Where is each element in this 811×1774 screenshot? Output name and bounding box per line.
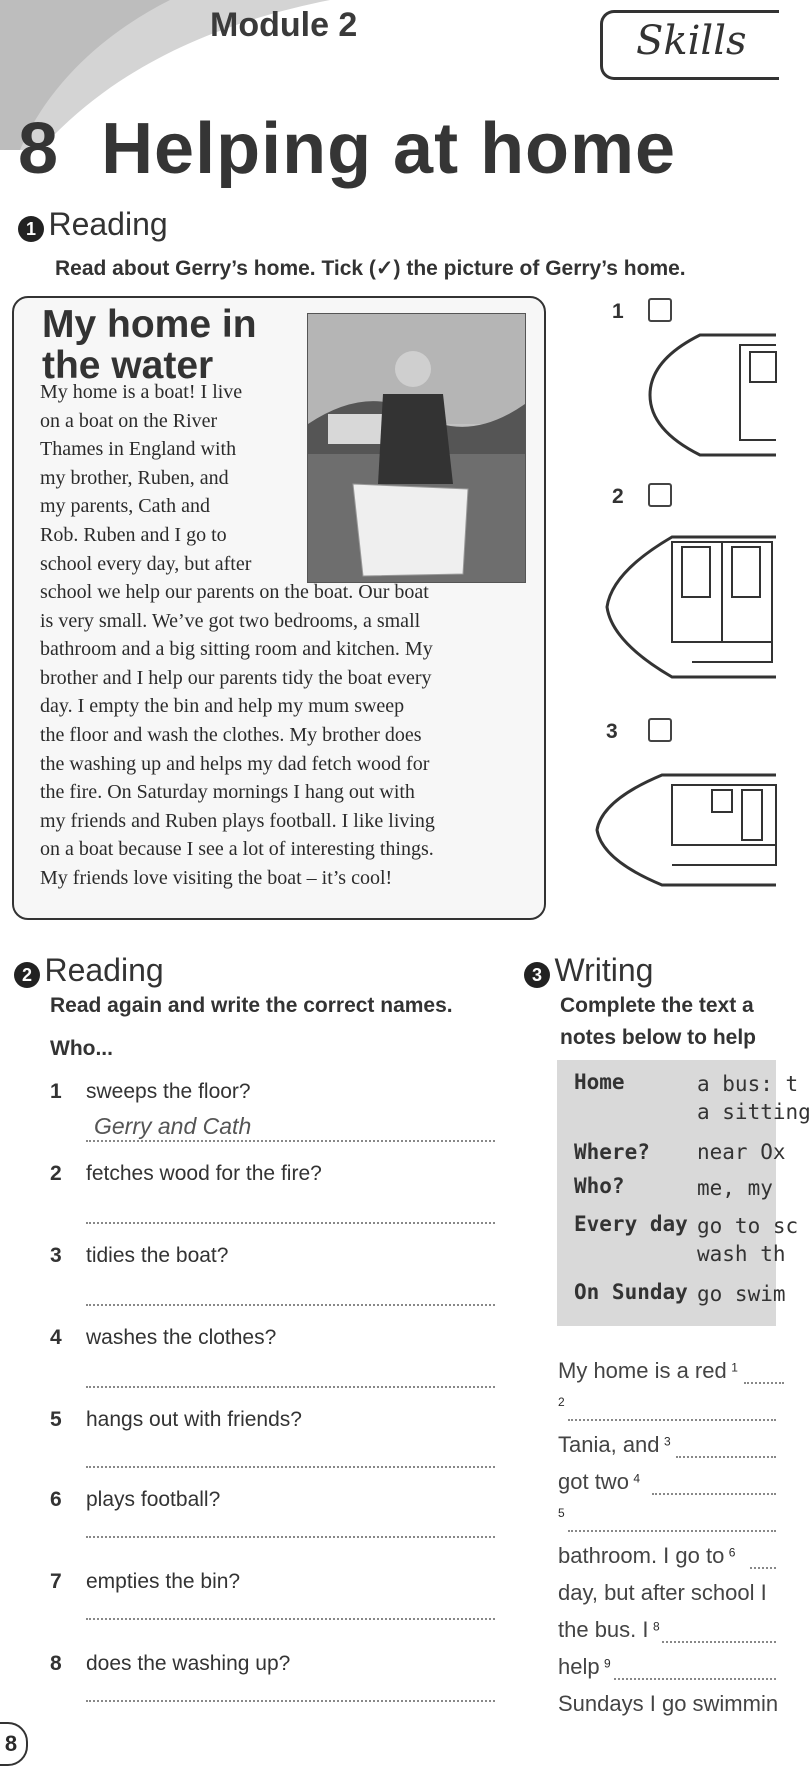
reading-title (42, 304, 257, 386)
section-2-heading (14, 952, 164, 989)
writing-gap-text (558, 1358, 779, 1728)
text-line: my parents, Cath and (40, 495, 210, 518)
option-label-3: 3 (606, 720, 618, 743)
section-2-who: Who... (50, 1037, 113, 1060)
gap-text: the bus. I (558, 1617, 649, 1642)
answer-line[interactable] (86, 1386, 495, 1388)
gap-text: day, but after school I (558, 1580, 767, 1605)
boat-plan-1 (640, 330, 776, 460)
question-item (50, 1162, 495, 1244)
gap-line (558, 1432, 776, 1469)
gap-blank[interactable] (568, 1530, 776, 1532)
section-2-title: Reading (44, 952, 164, 988)
question-text: tidies the boat? (86, 1244, 229, 1267)
note-value: a bus: t (697, 1072, 799, 1096)
gap-blank[interactable] (568, 1419, 776, 1421)
question-text: empties the bin? (86, 1570, 241, 1593)
tick-box-3[interactable] (648, 718, 672, 742)
note-key: Home (574, 1070, 625, 1094)
questions-list (50, 1080, 495, 1734)
question-item (50, 1488, 495, 1570)
section-1-heading (18, 206, 168, 243)
text-line: brother and I help our parents tidy the boat every (40, 666, 432, 689)
question-number: 5 (50, 1408, 62, 1431)
gap-number: 6 (728, 1545, 736, 1560)
section-3-instruction-2: notes below to help (560, 1026, 757, 1049)
note-key: On Sunday (574, 1280, 688, 1304)
question-text: washes the clothes? (86, 1326, 277, 1349)
text-line: My friends love visiting the boat – it’s cool! (40, 866, 393, 889)
section-2-number: 2 (14, 962, 40, 988)
note-value: near Ox (697, 1140, 786, 1164)
question-number: 3 (50, 1244, 62, 1267)
module-label: Module 2 (210, 6, 358, 44)
answer-line[interactable] (86, 1700, 495, 1702)
answer-line[interactable] (86, 1140, 495, 1142)
text-line: my brother, Ruben, and (40, 466, 229, 489)
section-1-instruction: Read about Gerry’s home. Tick (✓) the picture of Gerry’s home. (55, 257, 686, 280)
note-key: Where? (574, 1140, 650, 1164)
text-line: on a boat on the River (40, 409, 218, 432)
question-item (50, 1408, 495, 1488)
answer-text: Gerry and Cath (94, 1113, 252, 1139)
note-value: wash th (697, 1242, 786, 1266)
tick-box-1[interactable] (648, 298, 672, 322)
text-line: school we help our parents on the boat. Our boat (40, 581, 429, 603)
gap-line (558, 1580, 776, 1617)
section-3-title: Writing (554, 952, 654, 988)
gap-text: help (558, 1654, 600, 1679)
note-value: go to sc (697, 1214, 799, 1238)
question-text: hangs out with friends? (86, 1408, 302, 1431)
text-line: on a boat because I see a lot of interesting things. (40, 838, 434, 861)
text-line: is very small. We’ve got two bedrooms, a small (40, 609, 421, 632)
question-number: 6 (50, 1488, 62, 1511)
gap-number: 2 (558, 1395, 565, 1409)
unit-title (18, 108, 676, 190)
question-text: fetches wood for the fire? (86, 1162, 322, 1185)
gap-blank[interactable] (744, 1382, 784, 1384)
gap-line (558, 1654, 776, 1691)
boy-on-boat-photo (307, 313, 526, 583)
gap-line (558, 1617, 776, 1654)
gap-blank[interactable] (652, 1493, 776, 1495)
unit-name: Helping at home (101, 109, 677, 189)
text-line: Thames in England with (40, 438, 237, 461)
reading-paragraph-top (40, 378, 251, 578)
answer-line[interactable] (86, 1466, 495, 1468)
gap-text: bathroom. I go to (558, 1543, 725, 1568)
question-text: does the washing up? (86, 1652, 291, 1675)
answer-line[interactable] (86, 1536, 495, 1538)
gap-text: Sundays I go swimmin (558, 1691, 779, 1716)
note-value: go swim (697, 1282, 786, 1306)
gap-text: My home is a red (558, 1358, 727, 1383)
question-text: plays football? (86, 1488, 221, 1511)
option-label-1: 1 (612, 300, 624, 323)
question-number: 2 (50, 1162, 62, 1185)
text-line: school every day, but after (40, 552, 252, 575)
section-3-instruction-1: Complete the text a (560, 994, 754, 1017)
skills-label: Skills (636, 18, 747, 64)
gap-blank[interactable] (676, 1456, 776, 1458)
tick-box-2[interactable] (648, 483, 672, 507)
reading-title-line-2: the water (42, 344, 214, 387)
question-number: 8 (50, 1652, 62, 1675)
reading-paragraph-bottom (40, 578, 435, 893)
gap-line (558, 1506, 776, 1543)
question-item (50, 1080, 495, 1162)
answer-line[interactable] (86, 1222, 495, 1224)
gap-line (558, 1358, 776, 1395)
photo-illustration (308, 314, 525, 582)
text-line: day. I empty the bin and help my mum sweep (40, 695, 405, 718)
question-item (50, 1570, 495, 1652)
answer-line[interactable] (86, 1618, 495, 1620)
gap-line (558, 1691, 779, 1728)
gap-line (558, 1469, 776, 1506)
gap-blank[interactable] (662, 1641, 776, 1643)
section-3-heading (524, 952, 653, 989)
gap-line (558, 1543, 776, 1580)
section-2-instruction: Read again and write the correct names. (50, 994, 453, 1017)
note-value: me, my (697, 1176, 773, 1200)
section-3-number: 3 (524, 962, 550, 988)
question-number: 7 (50, 1570, 62, 1593)
gap-number: 1 (731, 1360, 738, 1375)
boat-plan-3 (592, 770, 776, 890)
text-line: My home is a boat! I live (40, 381, 243, 403)
gap-number: 9 (604, 1656, 611, 1671)
text-line: the fire. On Saturday mornings I hang out with (40, 781, 415, 804)
question-number: 4 (50, 1326, 62, 1349)
gap-number: 8 (652, 1619, 660, 1634)
option-label-2: 2 (612, 485, 624, 508)
text-line: the floor and wash the clothes. My brother does (40, 723, 422, 746)
answer-line[interactable] (86, 1304, 495, 1306)
unit-number: 8 (18, 109, 60, 189)
section-1-number: 1 (18, 216, 44, 242)
gap-blank[interactable] (614, 1678, 776, 1680)
text-line: my friends and Ruben plays football. I like living (40, 809, 435, 832)
gap-line (558, 1395, 776, 1432)
gap-text: got two (558, 1469, 629, 1494)
section-1-title: Reading (48, 206, 168, 242)
question-item (50, 1244, 495, 1326)
gap-number: 5 (558, 1506, 565, 1520)
note-key: Who? (574, 1174, 625, 1198)
note-key: Every day (574, 1212, 688, 1236)
question-number: 1 (50, 1080, 62, 1103)
gap-number: 3 (663, 1434, 671, 1449)
text-line: bathroom and a big sitting room and kitchen. My (40, 638, 433, 661)
reading-title-line-1: My home in (42, 303, 257, 346)
page-number: 8 (0, 1722, 28, 1766)
notes-box (557, 1060, 811, 1326)
boat-plan-2 (602, 532, 776, 682)
question-item (50, 1652, 495, 1734)
text-line: the washing up and helps my dad fetch wood for (40, 752, 430, 775)
gap-blank[interactable] (750, 1567, 776, 1569)
gap-number: 4 (633, 1471, 641, 1486)
gap-text: Tania, and (558, 1432, 660, 1457)
question-text: sweeps the floor? (86, 1080, 251, 1103)
question-item (50, 1326, 495, 1408)
text-line: Rob. Ruben and I go to (40, 523, 227, 546)
note-value: a sitting (697, 1100, 811, 1124)
